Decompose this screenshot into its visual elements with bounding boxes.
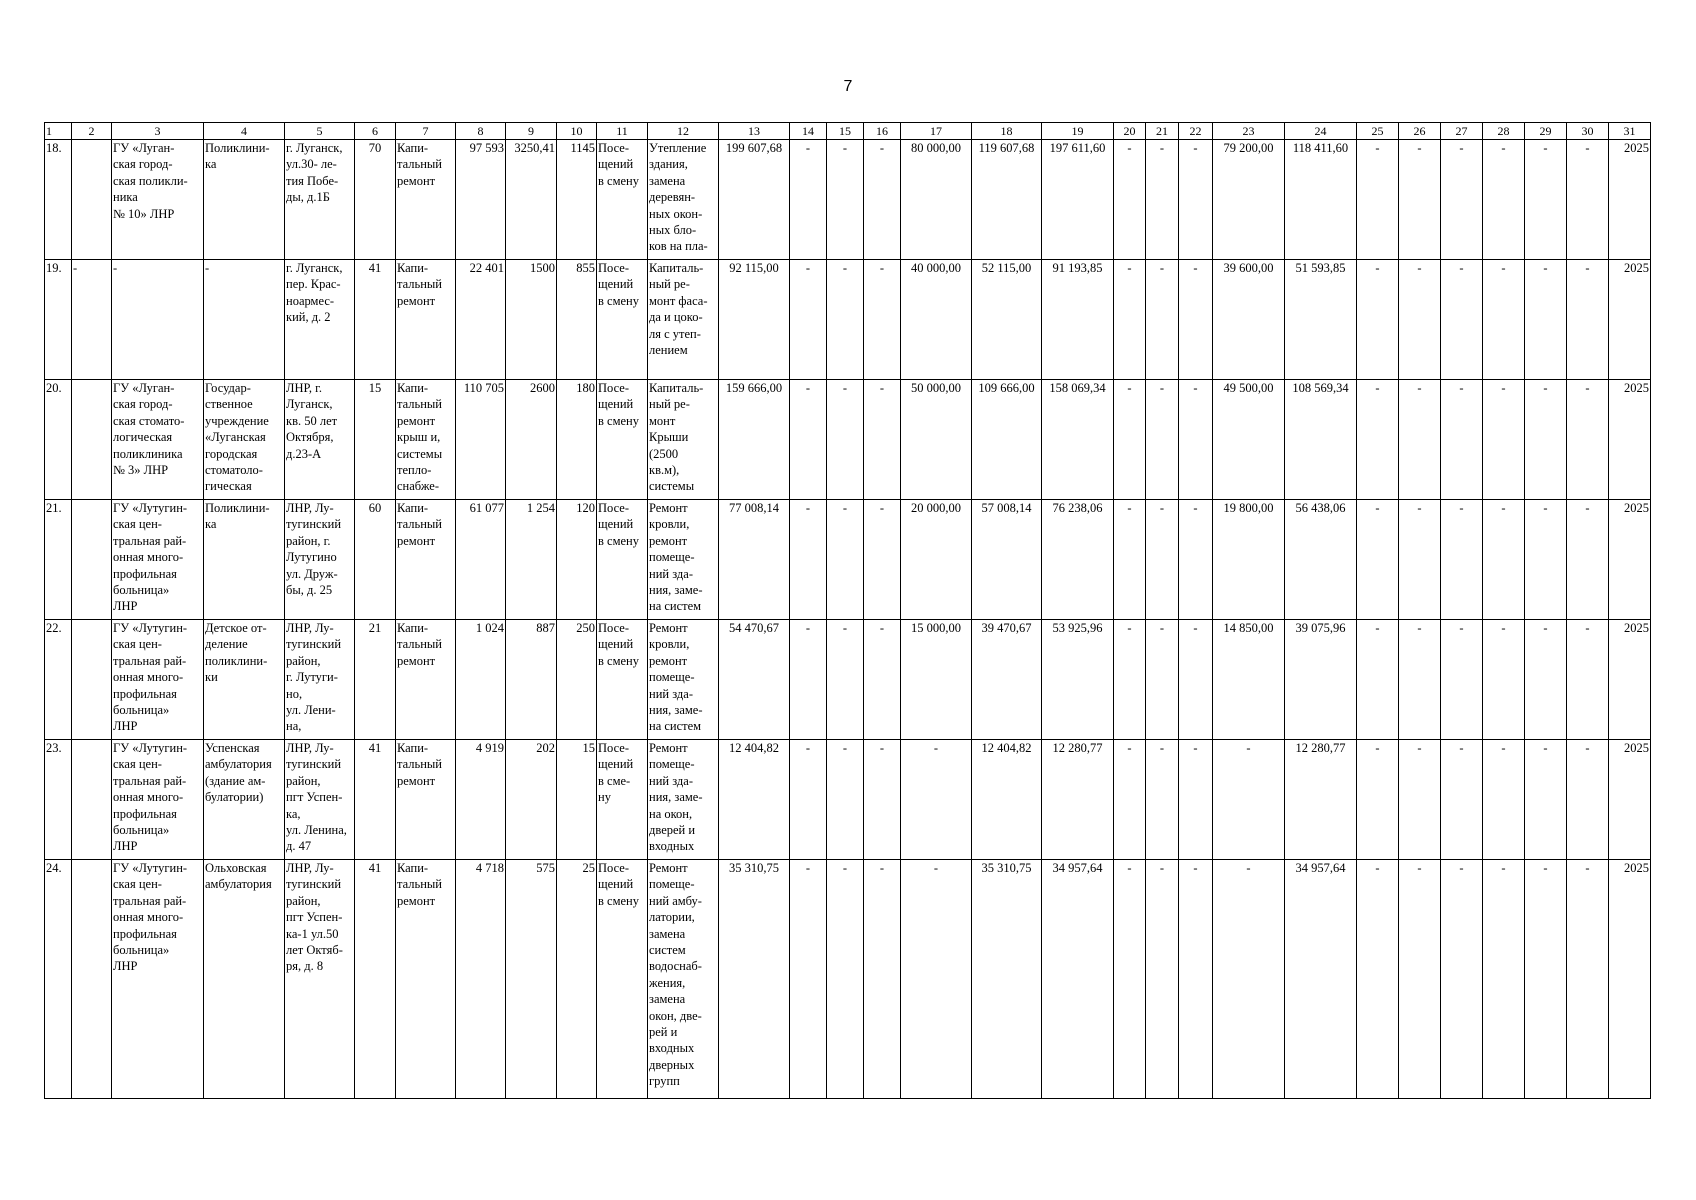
table-cell: Поликлини- ка — [204, 140, 285, 260]
table-cell: - — [1213, 860, 1285, 1099]
table-cell: 250 — [557, 620, 597, 740]
table-cell: 21. — [45, 500, 72, 620]
column-number-header: 4 — [204, 123, 285, 140]
table-cell: - — [790, 740, 827, 860]
column-number-header: 30 — [1567, 123, 1609, 140]
table-cell: - — [790, 860, 827, 1099]
table-cell: 34 957,64 — [1285, 860, 1357, 1099]
table-cell: - — [1357, 860, 1399, 1099]
table-cell: Капи- тальный ремонт — [396, 140, 456, 260]
table-cell: - — [1146, 500, 1179, 620]
column-number-header: 6 — [355, 123, 396, 140]
table-cell: 18. — [45, 140, 72, 260]
column-number-header: 10 — [557, 123, 597, 140]
table-cell: 12 280,77 — [1042, 740, 1114, 860]
table-cell: 575 — [506, 860, 557, 1099]
table-cell: 91 193,85 — [1042, 260, 1114, 380]
table-cell: 35 310,75 — [719, 860, 790, 1099]
table-cell: - — [1399, 740, 1441, 860]
table-cell: 57 008,14 — [972, 500, 1042, 620]
table-cell: 2025 — [1609, 500, 1651, 620]
table-cell: Капиталь- ный ре- монт фаса- да и цоко- ля с утеп- лением — [648, 260, 719, 380]
table-cell: - — [1483, 380, 1525, 500]
capital-repair-table — [44, 122, 1651, 1099]
table-cell: - — [1146, 860, 1179, 1099]
table-cell: - — [1399, 500, 1441, 620]
table-cell: - — [864, 260, 901, 380]
table-cell: - — [1399, 860, 1441, 1099]
table-cell: 49 500,00 — [1213, 380, 1285, 500]
table-cell: - — [827, 500, 864, 620]
table-cell: 1 254 — [506, 500, 557, 620]
table-row — [45, 500, 1651, 620]
table-cell: 39 470,67 — [972, 620, 1042, 740]
table-cell: - — [827, 260, 864, 380]
table-cell: 118 411,60 — [1285, 140, 1357, 260]
table-cell: - — [827, 620, 864, 740]
table-cell: ГУ «Луган- ская город- ская стомато- логическая поликлиника № 3» ЛНР — [112, 380, 204, 500]
table-cell: 2025 — [1609, 740, 1651, 860]
table-cell: - — [1179, 380, 1213, 500]
table-cell: Капи- тальный ремонт — [396, 260, 456, 380]
table-cell: - — [827, 380, 864, 500]
column-number-header: 5 — [285, 123, 355, 140]
table-cell: Посе- щений в сме- ну — [597, 740, 648, 860]
table-cell: 79 200,00 — [1213, 140, 1285, 260]
table-cell: - — [1114, 620, 1146, 740]
table-cell: ЛНР, Лу- тугинский район, пгт Успен- ка, ул. Ленина, д. 47 — [285, 740, 355, 860]
table-row — [45, 260, 1651, 380]
table-cell: 21 — [355, 620, 396, 740]
table-cell: - — [864, 380, 901, 500]
table-cell: - — [1441, 860, 1483, 1099]
table-cell: - — [790, 500, 827, 620]
table-cell: - — [1114, 260, 1146, 380]
table-cell: 22 401 — [456, 260, 506, 380]
table-cell: 20 000,00 — [901, 500, 972, 620]
table-cell — [72, 860, 112, 1099]
table-cell: 23. — [45, 740, 72, 860]
table-cell: - — [790, 260, 827, 380]
column-number-header: 24 — [1285, 123, 1357, 140]
column-number-header: 23 — [1213, 123, 1285, 140]
table-cell: 34 957,64 — [1042, 860, 1114, 1099]
table-cell: 12 404,82 — [719, 740, 790, 860]
column-number-header: 21 — [1146, 123, 1179, 140]
table-cell: Капи- тальный ремонт — [396, 740, 456, 860]
table-cell: 110 705 — [456, 380, 506, 500]
table-cell: - — [1483, 140, 1525, 260]
table-cell: 22. — [45, 620, 72, 740]
table-cell: 24. — [45, 860, 72, 1099]
table-cell: - — [1441, 380, 1483, 500]
table-cell: Ремонт помеще- ний амбу- латории, замена систем водоснаб- жения, замена окон, две- рей и входных дверных групп — [648, 860, 719, 1099]
table-cell: - — [1441, 260, 1483, 380]
table-cell: 50 000,00 — [901, 380, 972, 500]
column-number-header: 1 — [45, 123, 72, 140]
table-cell: - — [1114, 380, 1146, 500]
table-cell: - — [1179, 860, 1213, 1099]
table-cell: 25 — [557, 860, 597, 1099]
table-cell: - — [827, 860, 864, 1099]
table-cell: Успенская амбулатория (здание ам- булатории) — [204, 740, 285, 860]
table-cell: - — [1146, 740, 1179, 860]
table-cell: - — [1179, 140, 1213, 260]
table-cell: - — [1357, 500, 1399, 620]
column-number-header: 7 — [396, 123, 456, 140]
table-cell: - — [1441, 140, 1483, 260]
table-cell: - — [1399, 620, 1441, 740]
column-number-header: 16 — [864, 123, 901, 140]
table-cell: - — [1567, 620, 1609, 740]
table-cell: - — [1567, 140, 1609, 260]
table-cell: - — [1213, 740, 1285, 860]
table-cell: 15 — [355, 380, 396, 500]
table-cell: - — [1441, 620, 1483, 740]
table-cell: Детское от- деление поликлини- ки — [204, 620, 285, 740]
table-cell: - — [1525, 860, 1567, 1099]
table-cell: - — [1483, 860, 1525, 1099]
table-cell: Капи- тальный ремонт — [396, 620, 456, 740]
table-cell: 1 024 — [456, 620, 506, 740]
table-cell: - — [827, 140, 864, 260]
table-cell: Капи- тальный ремонт — [396, 500, 456, 620]
column-number-header: 15 — [827, 123, 864, 140]
table-cell: 97 593 — [456, 140, 506, 260]
page-number: 7 — [843, 78, 853, 95]
table-cell: 56 438,06 — [1285, 500, 1357, 620]
table-cell: 40 000,00 — [901, 260, 972, 380]
table-cell: 52 115,00 — [972, 260, 1042, 380]
table-cell: 14 850,00 — [1213, 620, 1285, 740]
table-cell: Посе- щений в смену — [597, 500, 648, 620]
table-cell: - — [1399, 260, 1441, 380]
table-cell: - — [1525, 380, 1567, 500]
table-cell: - — [790, 380, 827, 500]
table-cell: 3250,41 — [506, 140, 557, 260]
table-cell: - — [790, 140, 827, 260]
table-cell: 80 000,00 — [901, 140, 972, 260]
table-cell: - — [1114, 140, 1146, 260]
column-number-header: 9 — [506, 123, 557, 140]
table-cell: 2025 — [1609, 380, 1651, 500]
table-cell: - — [1146, 260, 1179, 380]
table-cell: Посе- щений в смену — [597, 380, 648, 500]
table-cell: - — [1357, 140, 1399, 260]
table-cell: Капиталь- ный ре- монт Крыши (2500 кв.м), системы — [648, 380, 719, 500]
table-cell: - — [1567, 860, 1609, 1099]
table-cell: 41 — [355, 860, 396, 1099]
table-cell: Ольховская амбулатория — [204, 860, 285, 1099]
table-cell: - — [1114, 500, 1146, 620]
table-cell: - — [1114, 860, 1146, 1099]
table-cell: Поликлини- ка — [204, 500, 285, 620]
table-cell: Посе- щений в смену — [597, 860, 648, 1099]
table-cell — [72, 140, 112, 260]
column-number-header: 26 — [1399, 123, 1441, 140]
table-cell: - — [1525, 740, 1567, 860]
table-cell: 180 — [557, 380, 597, 500]
table-cell: - — [1146, 620, 1179, 740]
table-cell: - — [864, 740, 901, 860]
table-cell: - — [1483, 740, 1525, 860]
table-cell: 119 607,68 — [972, 140, 1042, 260]
table-cell: 35 310,75 — [972, 860, 1042, 1099]
table-cell — [72, 380, 112, 500]
table-cell: 77 008,14 — [719, 500, 790, 620]
table-cell: 76 238,06 — [1042, 500, 1114, 620]
table-cell: 4 919 — [456, 740, 506, 860]
table-cell: г. Луганск, ул.30- ле- тия Побе- ды, д.1Б — [285, 140, 355, 260]
table-cell — [72, 500, 112, 620]
table-cell: Государ- ственное учреждение «Луганская городская стоматоло- гическая — [204, 380, 285, 500]
table-cell: 92 115,00 — [719, 260, 790, 380]
table-cell: Капи- тальный ремонт — [396, 860, 456, 1099]
column-number-header: 25 — [1357, 123, 1399, 140]
table-cell: 855 — [557, 260, 597, 380]
table-cell: - — [1567, 260, 1609, 380]
table-cell: 41 — [355, 260, 396, 380]
table-cell: - — [1357, 380, 1399, 500]
table-cell: - — [1146, 380, 1179, 500]
table-cell: 60 — [355, 500, 396, 620]
table-cell: ГУ «Лутугин- ская цен- тральная рай- онная много- профильная больница» ЛНР — [112, 620, 204, 740]
table-cell — [72, 620, 112, 740]
table-cell: - — [1525, 260, 1567, 380]
table-cell: - — [1179, 500, 1213, 620]
column-number-header: 2 — [72, 123, 112, 140]
column-number-header: 20 — [1114, 123, 1146, 140]
table-cell: - — [1525, 500, 1567, 620]
table-cell: Ремонт кровли, ремонт помеще- ний зда- ния, заме- на систем — [648, 620, 719, 740]
table-cell: ГУ «Лутугин- ская цен- тральная рай- онная много- профильная больница» ЛНР — [112, 740, 204, 860]
table-cell: 2025 — [1609, 860, 1651, 1099]
table-cell: - — [827, 740, 864, 860]
column-number-header: 31 — [1609, 123, 1651, 140]
table-cell: - — [112, 260, 204, 380]
table-cell: 12 404,82 — [972, 740, 1042, 860]
table-cell: - — [1441, 500, 1483, 620]
table-cell: - — [1567, 740, 1609, 860]
column-number-header: 29 — [1525, 123, 1567, 140]
column-number-header: 11 — [597, 123, 648, 140]
table-cell: 19 800,00 — [1213, 500, 1285, 620]
column-number-header: 12 — [648, 123, 719, 140]
table-cell: 159 666,00 — [719, 380, 790, 500]
table-cell: Утепление здания, замена деревян- ных окон- ных бло- ков на пла- — [648, 140, 719, 260]
table-cell: - — [1114, 740, 1146, 860]
table-cell: 15 — [557, 740, 597, 860]
table-cell: - — [1357, 620, 1399, 740]
table-cell: 2025 — [1609, 260, 1651, 380]
table-cell: 15 000,00 — [901, 620, 972, 740]
table-cell: - — [1567, 380, 1609, 500]
table-cell: - — [1179, 740, 1213, 860]
table-cell: - — [1525, 620, 1567, 740]
table-cell: Ремонт помеще- ний зда- ния, заме- на окон, дверей и входных — [648, 740, 719, 860]
table-cell: 39 075,96 — [1285, 620, 1357, 740]
table-cell: - — [901, 740, 972, 860]
table-cell: - — [864, 860, 901, 1099]
table-cell: - — [901, 860, 972, 1099]
column-number-header: 13 — [719, 123, 790, 140]
table-cell: - — [204, 260, 285, 380]
column-number-header: 14 — [790, 123, 827, 140]
table-cell: 51 593,85 — [1285, 260, 1357, 380]
table-cell: Посе- щений в смену — [597, 260, 648, 380]
table-cell: ЛНР, Лу- тугинский район, пгт Успен- ка-1 ул.50 лет Октяб- ря, д. 8 — [285, 860, 355, 1099]
table-cell: ГУ «Луган- ская город- ская поликли- ника № 10» ЛНР — [112, 140, 204, 260]
table-cell: ЛНР, Лу- тугинский район, г. Лутугино ул. Друж- бы, д. 25 — [285, 500, 355, 620]
table-row — [45, 380, 1651, 500]
table-cell: - — [1525, 140, 1567, 260]
column-number-header: 18 — [972, 123, 1042, 140]
table-cell: 54 470,67 — [719, 620, 790, 740]
table-cell: - — [864, 500, 901, 620]
column-number-header: 27 — [1441, 123, 1483, 140]
table-row — [45, 620, 1651, 740]
table-cell: 41 — [355, 740, 396, 860]
column-number-row — [45, 123, 1651, 140]
table-cell: 1500 — [506, 260, 557, 380]
table-cell: 20. — [45, 380, 72, 500]
table-cell: 197 611,60 — [1042, 140, 1114, 260]
column-number-header: 19 — [1042, 123, 1114, 140]
table-cell: 202 — [506, 740, 557, 860]
table-cell: - — [1179, 260, 1213, 380]
column-number-header: 22 — [1179, 123, 1213, 140]
table-row — [45, 860, 1651, 1099]
table-cell: 887 — [506, 620, 557, 740]
table-cell: 1145 — [557, 140, 597, 260]
table-cell: 4 718 — [456, 860, 506, 1099]
table-cell: г. Луганск, пер. Крас- ноармес- кий, д. 2 — [285, 260, 355, 380]
table-cell: - — [1483, 620, 1525, 740]
table-cell: Посе- щений в смену — [597, 140, 648, 260]
table-cell: 2025 — [1609, 140, 1651, 260]
table-cell: - — [1441, 740, 1483, 860]
table-cell: - — [1146, 140, 1179, 260]
table-cell: Ремонт кровли, ремонт помеще- ний зда- ния, заме- на систем — [648, 500, 719, 620]
column-number-header: 8 — [456, 123, 506, 140]
table-cell: 199 607,68 — [719, 140, 790, 260]
table-cell — [72, 740, 112, 860]
column-number-header: 3 — [112, 123, 204, 140]
table-cell: - — [1357, 260, 1399, 380]
table-row — [45, 140, 1651, 260]
table-cell: 61 077 — [456, 500, 506, 620]
table-cell: Посе- щений в смену — [597, 620, 648, 740]
table-cell: 120 — [557, 500, 597, 620]
table-cell: - — [1357, 740, 1399, 860]
table-cell: 2025 — [1609, 620, 1651, 740]
table-cell: - — [1483, 500, 1525, 620]
table-cell: 108 569,34 — [1285, 380, 1357, 500]
table-cell: - — [864, 620, 901, 740]
table-cell: ГУ «Лутугин- ская цен- тральная рай- онная много- профильная больница» ЛНР — [112, 500, 204, 620]
table-cell: - — [1399, 140, 1441, 260]
table-cell: Капи- тальный ремонт крыш и, системы тепло- снабже- — [396, 380, 456, 500]
table-cell: ЛНР, г. Луганск, кв. 50 лет Октября, д.23-А — [285, 380, 355, 500]
table-cell: - — [1567, 500, 1609, 620]
table-cell: - — [1399, 380, 1441, 500]
table-row — [45, 740, 1651, 860]
table-cell: ЛНР, Лу- тугинский район, г. Лутуги- но, ул. Лени- на, — [285, 620, 355, 740]
table-cell: 39 600,00 — [1213, 260, 1285, 380]
table-cell: 70 — [355, 140, 396, 260]
column-number-header: 28 — [1483, 123, 1525, 140]
table-cell: 158 069,34 — [1042, 380, 1114, 500]
column-number-header: 17 — [901, 123, 972, 140]
table-cell: - — [790, 620, 827, 740]
table-cell: 19. — [45, 260, 72, 380]
table-cell: - — [72, 260, 112, 380]
table-cell: 2600 — [506, 380, 557, 500]
table-cell: - — [864, 140, 901, 260]
table-cell: - — [1179, 620, 1213, 740]
table-cell: 12 280,77 — [1285, 740, 1357, 860]
table-cell: 109 666,00 — [972, 380, 1042, 500]
table-cell: 53 925,96 — [1042, 620, 1114, 740]
table-cell: ГУ «Лутугин- ская цен- тральная рай- онная много- профильная больница» ЛНР — [112, 860, 204, 1099]
table-cell: - — [1483, 260, 1525, 380]
